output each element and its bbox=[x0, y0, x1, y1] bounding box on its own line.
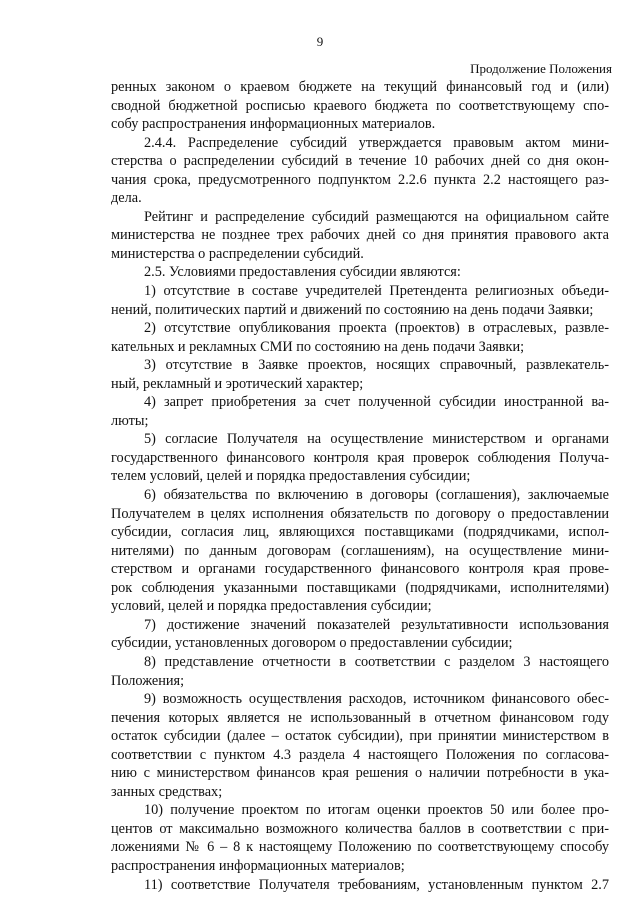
text-line: соответствии с пунктом 4.3 раздела 4 настоящего Положения по согласова- bbox=[111, 746, 609, 763]
text-line: Рейтинг и распределение субсидий размещаются на официальном сайте bbox=[144, 208, 609, 225]
text-line: занных средствах; bbox=[111, 783, 223, 800]
text-line: ный, рекламный и эротический характер; bbox=[111, 375, 364, 392]
document-body bbox=[111, 78, 609, 894]
text-line: 2.5. Условиями предоставления субсидии являются: bbox=[144, 264, 461, 281]
text-line: 8) представление отчетности в соответствии с разделом 3 настоящего bbox=[144, 653, 609, 670]
text-line: 4) запрет приобретения за счет полученной субсидии иностранной ва- bbox=[144, 394, 609, 411]
text-line: стерством и органами государственного финансового контроля края прове- bbox=[111, 561, 609, 578]
text-line: министерства о распределении субсидий. bbox=[111, 245, 364, 262]
page-number: 9 bbox=[316, 34, 324, 49]
text-line: условий, целей и порядка предоставления субсидии; bbox=[111, 598, 432, 615]
text-line: министерства не позднее трех рабочих дней со дня принятия правового акта bbox=[111, 227, 609, 244]
text-line: чания срока, предусмотренного подпунктом 2.2.6 пункта 2.2 настоящего раз- bbox=[111, 171, 609, 188]
text-line: Положения; bbox=[111, 672, 185, 689]
text-line: нителями) по данным договорам (соглашениям), на осуществление мини- bbox=[111, 542, 609, 559]
text-line: рок соблюдения указанными поставщиками (подрядчиками, исполнителями) bbox=[111, 579, 609, 596]
text-line: государственного финансового контроля края проверок соблюдения Получа- bbox=[111, 449, 609, 466]
text-line: собу распространения информационных материалов. bbox=[111, 116, 436, 133]
text-line: 11) соответствие Получателя требованиям, установленным пунктом 2.7 bbox=[144, 876, 609, 893]
text-line: стерства о распределении субсидий в течение 10 рабочих дней со дня окон- bbox=[111, 153, 609, 170]
text-line: центов от максимально возможного количества баллов в соответствии с при- bbox=[111, 820, 609, 837]
text-line: нию с министерством финансов края решения о наличии потребности в ука- bbox=[111, 765, 609, 782]
text-line: 2.4.4. Распределение субсидий утверждается правовым актом мини- bbox=[144, 134, 609, 151]
text-line: сводной бюджетной росписью краевого бюджета по соответствующему спо- bbox=[111, 97, 609, 114]
text-line: ренных законом о краевом бюджете на текущий финансовый год и (или) bbox=[111, 79, 609, 95]
text-line: 1) отсутствие в составе учредителей Претендента религиозных объеди- bbox=[144, 283, 609, 300]
text-line: дела. bbox=[111, 190, 142, 207]
text-line: 3) отсутствие в Заявке проектов, носящих справочный, развлекатель- bbox=[144, 357, 609, 374]
text-line: люты; bbox=[111, 412, 149, 429]
text-line: нений, политических партий и движений по состоянию на день подачи Заявки; bbox=[111, 301, 594, 318]
running-header: Продолжение Положения bbox=[470, 61, 612, 76]
text-line: Получателем в целях исполнения обязательств по договору о предоставлении bbox=[111, 505, 609, 522]
text-line: 7) достижение значений показателей результативности использования bbox=[144, 616, 609, 633]
text-line: 9) возможность осуществления расходов, источником финансового обес- bbox=[144, 691, 609, 708]
text-line: ложениями № 6 – 8 к настоящему Положению по соответствующему способу bbox=[111, 839, 609, 856]
text-line: субсидии, согласия лиц, являющихся поставщиками (подрядчиками, испол- bbox=[111, 524, 609, 541]
text-line: кательных и рекламных СМИ по состоянию на день подачи Заявки; bbox=[111, 338, 525, 355]
text-line: распространения информационных материалов; bbox=[111, 857, 405, 874]
text-line: остаток субсидии (далее – остаток субсидии), при принятии министерством в bbox=[111, 728, 609, 745]
text-line: печения которых является не использованный в отчетном финансовом году bbox=[111, 709, 609, 726]
text-line: 6) обязательства по включению в договоры (соглашения), заключаемые bbox=[144, 487, 609, 504]
text-line: 10) получение проектом по итогам оценки проектов 50 или более про- bbox=[144, 802, 609, 819]
text-line: субсидии, установленных договором о предоставлении субсидии; bbox=[111, 635, 513, 652]
text-line: 5) согласие Получателя на осуществление министерством и органами bbox=[144, 431, 609, 448]
text-line: 2) отсутствие опубликования проекта (проектов) в отраслевых, развле- bbox=[144, 320, 609, 337]
text-line: телем условий, целей и порядка предоставления субсидии; bbox=[111, 468, 471, 485]
